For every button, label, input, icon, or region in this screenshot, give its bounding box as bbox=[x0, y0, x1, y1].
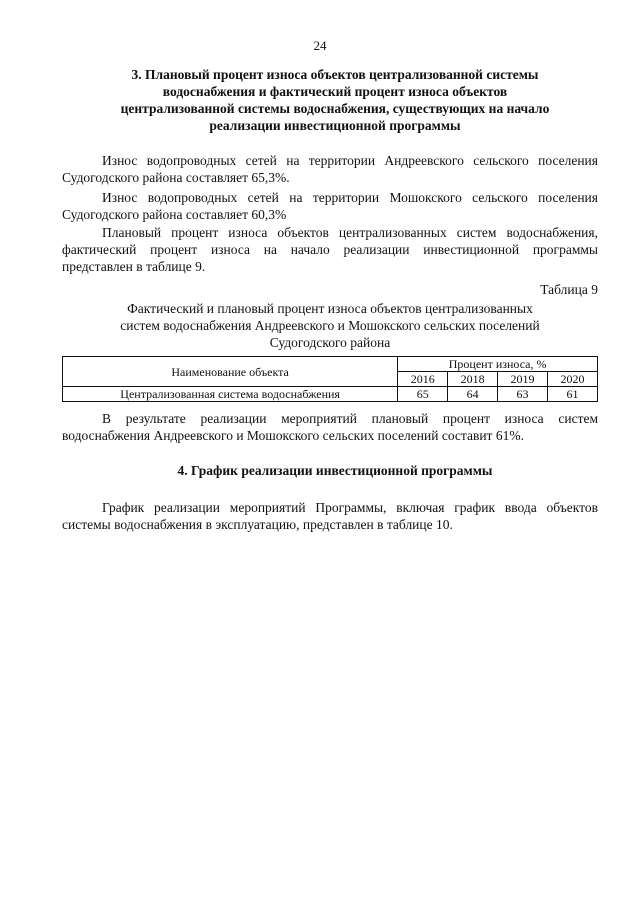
table-cell-value: 65 bbox=[398, 387, 448, 402]
table-caption-line: Судогодского района bbox=[269, 335, 391, 350]
paragraph-moshok-wear: Износ водопроводных сетей на территории Мошокского сельского поселения Судогодского района составляет 60,3% bbox=[62, 190, 598, 222]
table-cell-value: 61 bbox=[548, 387, 598, 402]
page-number: 24 bbox=[313, 38, 327, 53]
column-header-year: 2018 bbox=[448, 372, 498, 387]
table-cell-value: 64 bbox=[448, 387, 498, 402]
wear-table bbox=[62, 356, 598, 402]
section3-title-line: реализации инвестиционной программы bbox=[209, 118, 461, 133]
column-header-year: 2020 bbox=[548, 372, 598, 387]
column-header-group: Процент износа, % bbox=[398, 357, 598, 372]
paragraph-schedule: График реализации мероприятий Программы, включая график ввода объектов системы водоснабжения в эксплуатацию, представлен в таблице 10. bbox=[62, 500, 598, 532]
section3-title bbox=[100, 66, 570, 134]
section3-title-line: водоснабжения и фактический процент износа объектов bbox=[162, 84, 508, 99]
column-header-year: 2019 bbox=[498, 372, 548, 387]
table-row bbox=[63, 387, 598, 402]
column-header-name: Наименование объекта bbox=[63, 357, 398, 387]
table-cell-value: 63 bbox=[498, 387, 548, 402]
table-header-row bbox=[63, 357, 598, 372]
table-label: Таблица 9 bbox=[540, 282, 598, 297]
table-caption bbox=[62, 300, 598, 351]
paragraph-result: В результате реализации мероприятий плановый процент износа систем водоснабжения Андреевского и Мошокского сельских поселений составит 61%. bbox=[62, 411, 598, 443]
column-header-year: 2016 bbox=[398, 372, 448, 387]
section3-title-line: централизованной системы водоснабжения, существующих на начало bbox=[120, 101, 550, 116]
section3-title-line: 3. Плановый процент износа объектов централизованной системы bbox=[131, 67, 539, 82]
table-cell-name: Централизованная система водоснабжения bbox=[63, 387, 398, 402]
paragraph-planned-wear: Плановый процент износа объектов централизованных систем водоснабжения, фактический процент износа на начало реализации инвестиционной программы представлен в таблице 9. bbox=[62, 225, 598, 274]
paragraph-andreevskoe-wear: Износ водопроводных сетей на территории Андреевского сельского поселения Судогодского района составляет 65,3%. bbox=[62, 153, 598, 185]
table-caption-line: Фактический и плановый процент износа объектов централизованных bbox=[127, 301, 533, 316]
section4-title: 4. График реализации инвестиционной программы bbox=[177, 463, 493, 478]
table-caption-line: систем водоснабжения Андреевского и Мошокского сельских поселений bbox=[120, 318, 540, 333]
